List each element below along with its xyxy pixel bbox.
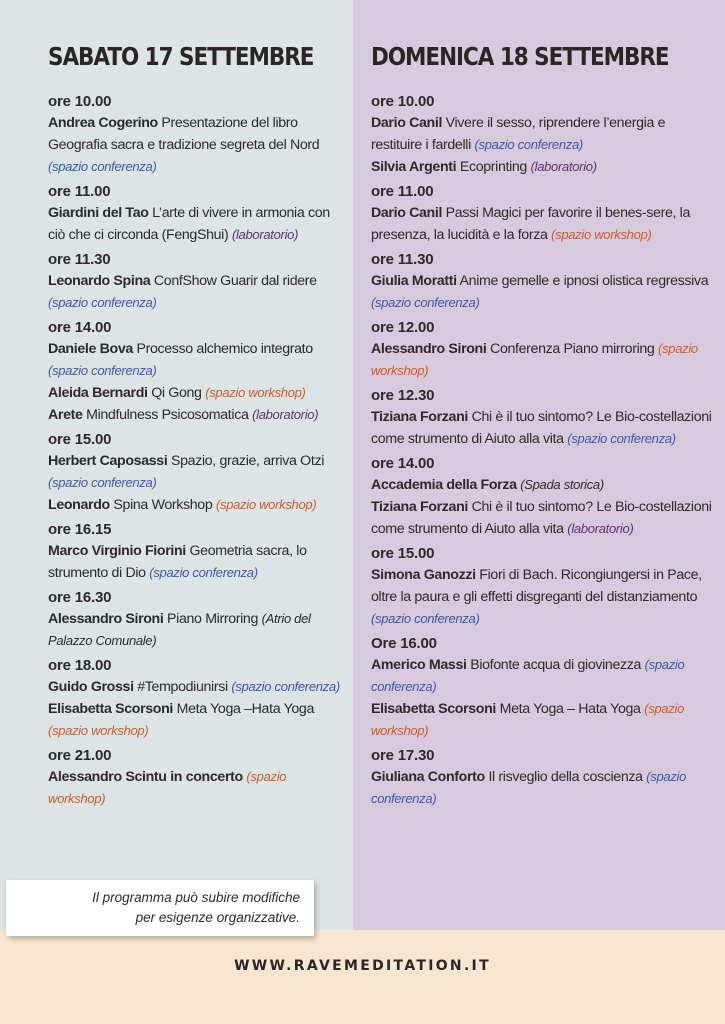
schedule-entry (371, 766, 715, 810)
speaker-name: Alessandro Sironi (371, 341, 487, 357)
schedule-slot (371, 385, 715, 450)
schedule-slot (48, 317, 343, 426)
location-tag: (spazio conferenza) (149, 565, 258, 580)
slot-time: ore 11.30 (48, 251, 111, 268)
schedule-slot (371, 633, 715, 742)
session-title: L’arte di vivere in armonia con ciò che ci circonda (FengShui) (48, 205, 330, 243)
session-title: Anime gemelle e ipnosi olistica regressiva (456, 273, 709, 289)
speaker-name: Elisabetta Scorsoni (48, 701, 174, 717)
slot-time: ore 17.30 (371, 747, 435, 764)
session-title: Piano Mirroring (163, 611, 262, 627)
schedule-entry (48, 676, 343, 698)
session-title: Conferenza Piano mirroring (486, 341, 659, 357)
session-title: Il risveglio della coscienza (484, 769, 647, 785)
schedule-entry (371, 654, 715, 698)
session-title: Meta Yoga –Hata Yoga (173, 701, 314, 717)
session-title: Qi Gong (147, 385, 206, 401)
slot-time: ore 12.00 (371, 319, 435, 336)
session-title: Meta Yoga – Hata Yoga (496, 701, 645, 717)
schedule-slot (48, 587, 343, 652)
sunday-title: DOMENICA 18 SETTEMBRE (371, 42, 669, 71)
schedule-slot (48, 655, 343, 742)
slot-time: ore 15.00 (371, 545, 435, 562)
speaker-name: Giardini del Tao (48, 205, 149, 221)
speaker-name: Silvia Argenti (371, 159, 457, 175)
schedule-slot (371, 317, 715, 382)
speaker-name: Dario Canil (371, 205, 443, 221)
location-tag: (spazio conferenza) (474, 137, 583, 152)
session-title: Chi è il tuo sintomo? Le Bio-costellazioni come strumento di Aiuto alla vita (371, 409, 712, 447)
program-note (6, 880, 314, 936)
schedule-slot (48, 249, 343, 314)
location-tag: (laboratorio) (252, 407, 319, 422)
schedule-entry (48, 494, 343, 516)
schedule-entry (48, 202, 343, 246)
slot-time: ore 12.30 (371, 387, 435, 404)
location-tag: (spazio workshop) (48, 723, 149, 738)
location-tag: (laboratorio) (530, 159, 597, 174)
session-title: Vivere il sesso, riprendere l’energia e restituire i fardelli (371, 115, 666, 153)
location-tag: (laboratorio) (567, 521, 634, 536)
schedule-entry (371, 112, 715, 156)
note-line-1: Il programma può subire modifiche (92, 890, 300, 905)
sunday-schedule (371, 91, 715, 810)
slot-time: ore 16.15 (48, 521, 112, 538)
schedule-entry (48, 540, 343, 584)
speaker-name: Marco Virginio Fiorini (48, 543, 186, 559)
slot-time: ore 14.00 (48, 319, 112, 336)
speaker-name: Accademia della Forza (371, 477, 517, 493)
session-title: Ecoprinting (456, 159, 531, 175)
slot-time: ore 21.00 (48, 747, 112, 764)
session-title: Biofonte acqua di giovinezza (466, 657, 645, 673)
schedule-entry (371, 270, 715, 314)
speaker-name: Aleida Bernardi (48, 385, 148, 401)
speaker-name: Arete (48, 407, 83, 423)
schedule-slot (48, 519, 343, 584)
location-tag: (spazio workshop) (215, 497, 317, 512)
schedule-slot (371, 249, 715, 314)
location-tag: (spazio conferenza) (371, 295, 480, 310)
session-title: Spazio, grazie, arriva Otzi (167, 453, 325, 469)
location-tag: (spazio conferenza) (371, 611, 480, 626)
location-tag: (spazio conferenza) (48, 159, 157, 174)
location-tag: (spazio workshop) (371, 701, 684, 738)
session-title: #Tempodiunirsi (133, 679, 232, 695)
schedule-slot (371, 453, 715, 540)
schedule-entry (48, 766, 343, 810)
location-tag: (spazio workshop) (551, 227, 652, 242)
session-title: ConfShow Guarir dal ridere (150, 273, 317, 289)
schedule-slot (371, 181, 715, 246)
schedule-entry (48, 608, 343, 652)
location-tag: (spazio conferenza) (48, 295, 157, 310)
note-line-2: per esigenze organizzative. (135, 910, 300, 925)
speaker-name: Leonardo (48, 497, 110, 513)
sunday-column (353, 0, 725, 930)
session-title: Chi è il tuo sintomo? Le Bio-costellazioni come strumento di Aiuto alla vita (371, 499, 712, 537)
session-title: Mindfulness Psicosomatica (82, 407, 253, 423)
speaker-name: Alessandro Sironi (48, 611, 164, 627)
schedule-slot (371, 91, 715, 178)
session-title: Fiori di Bach. Ricongiungersi in Pace, oltre la paura e gli effetti disgreganti del distanziamento (371, 567, 702, 605)
location-tag: (Atrio del Palazzo Comunale) (48, 611, 311, 648)
schedule-entry (371, 156, 715, 178)
saturday-column (0, 0, 353, 930)
schedule-entry (48, 382, 343, 404)
speaker-name: Elisabetta Scorsoni (371, 701, 497, 717)
schedule-entry (371, 338, 715, 382)
schedule-entry (371, 474, 715, 496)
speaker-name: Simona Ganozzi (371, 567, 476, 583)
schedule-entry (48, 404, 343, 426)
schedule-slot (371, 543, 715, 630)
slot-time: ore 10.00 (371, 93, 435, 110)
schedule-entry (48, 270, 343, 314)
speaker-name: Giuliana Conforto (371, 769, 485, 785)
schedule-entry (371, 202, 715, 246)
schedule-slot (48, 181, 343, 246)
slot-time: ore 14.00 (371, 455, 435, 472)
location-tag: (spazio workshop) (205, 385, 306, 400)
slot-time: Ore 16.00 (371, 635, 437, 652)
location-tag: (spazio conferenza) (371, 769, 687, 806)
website-link[interactable]: WWW.RAVEMEDITATION.IT (234, 958, 491, 974)
speaker-name: Tiziana Forzani (371, 499, 468, 515)
schedule-entry (371, 406, 715, 450)
schedule-slot (48, 91, 343, 178)
schedule-entry (48, 450, 343, 494)
slot-time: ore 18.00 (48, 657, 112, 674)
speaker-name: Alessandro Scintu in concerto (48, 769, 243, 785)
slot-time: ore 11.30 (371, 251, 434, 268)
speaker-name: Americo Massi (371, 657, 467, 673)
schedule-entry (48, 338, 343, 382)
location-tag: (laboratorio) (231, 227, 299, 242)
session-title: Presentazione del libro Geografia sacra e tradizione segreta del Nord (48, 115, 320, 153)
location-tag: (Spada storica) (520, 477, 604, 492)
schedule-slot (48, 429, 343, 516)
location-tag: (spazio workshop) (48, 769, 287, 806)
speaker-name: Dario Canil (371, 115, 443, 131)
location-tag: (spazio conferenza) (567, 431, 676, 446)
schedule-entry (371, 564, 715, 630)
slot-time: ore 10.00 (48, 93, 112, 110)
location-tag: (spazio conferenza) (48, 475, 157, 490)
speaker-name: Guido Grossi (48, 679, 134, 695)
schedule-slot (48, 745, 343, 810)
session-title: Geometria sacra, lo strumento di Dio (48, 543, 307, 581)
location-tag: (spazio conferenza) (231, 679, 340, 694)
slot-time: ore 11.00 (371, 183, 434, 200)
speaker-name: Leonardo Spina (48, 273, 151, 289)
slot-time: ore 16.30 (48, 589, 112, 606)
schedule-entry (48, 112, 343, 178)
session-title: Processo alchemico integrato (132, 341, 313, 357)
schedule-slot (371, 745, 715, 810)
speaker-name: Herbert Caposassi (48, 453, 168, 469)
location-tag: (spazio workshop) (371, 341, 698, 378)
session-title: Passi Magici per favorire il benes-sere, la presenza, la lucidità e la forza (371, 205, 691, 243)
saturday-schedule (48, 91, 343, 810)
schedule-entry (371, 496, 715, 540)
schedule-entry (371, 698, 715, 742)
slot-time: ore 15.00 (48, 431, 112, 448)
saturday-title: SABATO 17 SETTEMBRE (48, 42, 314, 71)
slot-time: ore 11.00 (48, 183, 111, 200)
location-tag: (spazio conferenza) (371, 657, 685, 694)
session-title: Spina Workshop (109, 497, 216, 513)
location-tag: (spazio conferenza) (48, 363, 157, 378)
schedule-entry (48, 698, 343, 742)
speaker-name: Tiziana Forzani (371, 409, 468, 425)
speaker-name: Giulia Moratti (371, 273, 457, 289)
speaker-name: Andrea Cogerino (48, 115, 158, 131)
speaker-name: Daniele Bova (48, 341, 133, 357)
